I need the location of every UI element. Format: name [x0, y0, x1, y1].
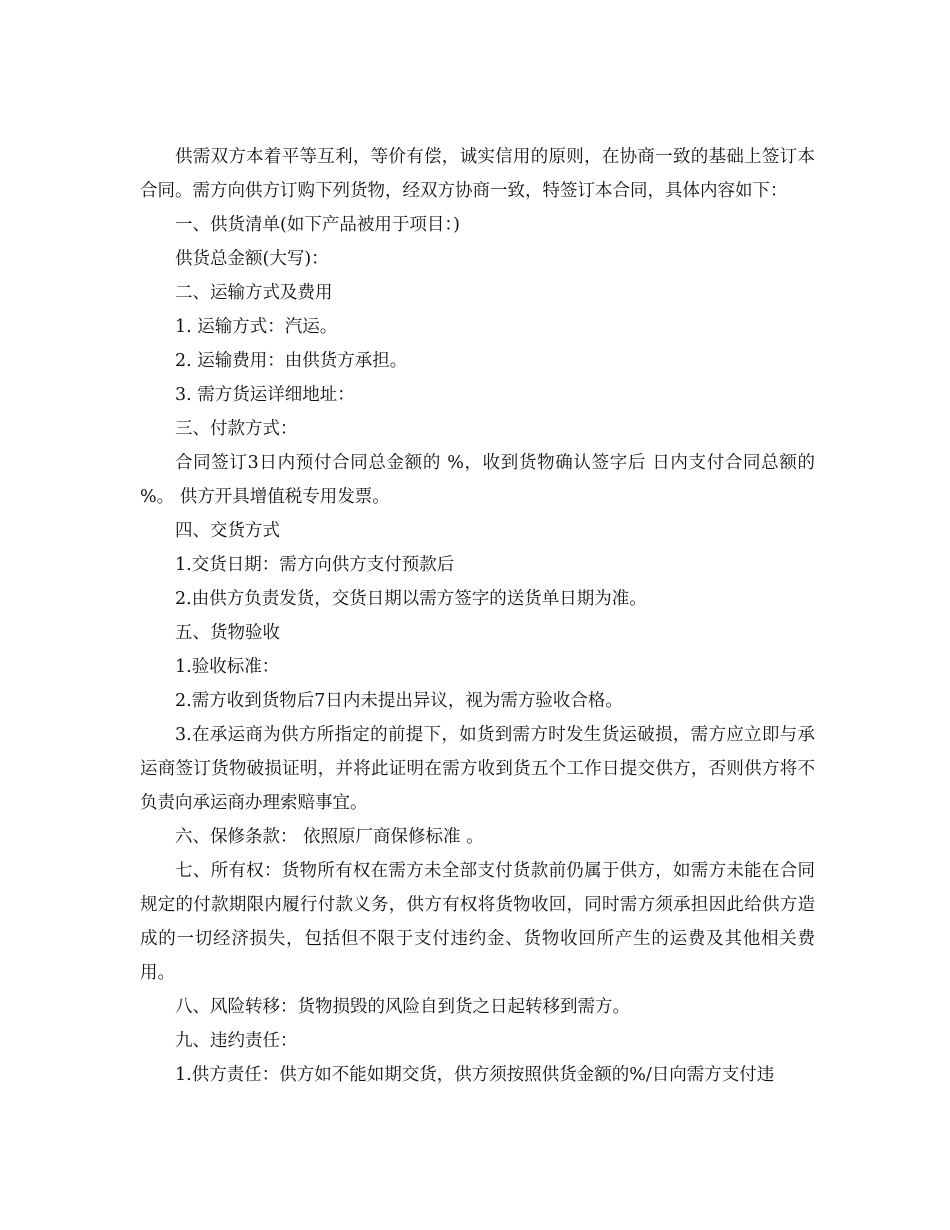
paragraph-intro: 供需双方本着平等互利，等价有偿，诚实信用的原则，在协商一致的基础上签订本合同。需方向供方订购下列货物，经双方协商一致，特签订本合同，具体内容如下： [140, 147, 815, 201]
section-1-heading: 一、供货清单(如下产品被用于项目：) [175, 215, 460, 235]
payment-terms: 合同签订3日内预付合同总金额的 %，收到货物确认签字后 日内支付合同总额的 %。 供方开具增值税专用发票。 [140, 453, 815, 507]
section-2-heading: 二、运输方式及费用 [175, 283, 333, 303]
section-4-heading: 四、交货方式 [175, 521, 280, 541]
section-6-warranty: 六、保修条款： 依照原厂商保修标准 。 [175, 827, 484, 847]
section-7-ownership: 七、所有权：货物所有权在需方未全部支付货款前仍属于供方，如需方未能在合同规定的付款期限内履行付款义务，供方有权将货物收回，同时需方须承担因此给供方造成的一切经济损失，包括但不限于支付违约金、货物收回所产生的运费及其他相关费用。 [140, 861, 815, 983]
delivery-date: 1.交货日期：需方向供方支付预款后 [175, 555, 455, 575]
section-5-heading: 五、货物验收 [175, 623, 280, 643]
document-body [140, 140, 815, 1092]
delivery-shipping: 2.由供方负责发货，交货日期以需方签字的送货单日期为准。 [175, 589, 647, 609]
section-8-risk-transfer: 八、风险转移：货物损毁的风险自到货之日起转移到需方。 [175, 997, 630, 1017]
supplier-liability: 1.供方责任：供方如不能如期交货，供方须按照供货金额的%/日向需方支付违 [175, 1065, 775, 1085]
section-9-heading: 九、违约责任： [175, 1031, 298, 1051]
section-3-heading: 三、付款方式： [175, 419, 298, 439]
transport-method: 1. 运输方式：汽运。 [175, 317, 338, 337]
acceptance-standard: 1.验收标准： [175, 657, 280, 677]
delivery-address: 3. 需方货运详细地址： [175, 385, 355, 405]
damage-claims: 3.在承运商为供方所指定的前提下，如货到需方时发生货运破损，需方应立即与承运商签订货物破损证明，并将此证明在需方收到货五个工作日提交供方，否则供方将不负责向承运商办理索赔事宜。 [140, 725, 815, 813]
total-amount-line: 供货总金额(大写)： [175, 249, 329, 269]
acceptance-period: 2.需方收到货物后7日内未提出异议，视为需方验收合格。 [175, 691, 623, 711]
transport-cost: 2. 运输费用：由供货方承担。 [175, 351, 408, 371]
